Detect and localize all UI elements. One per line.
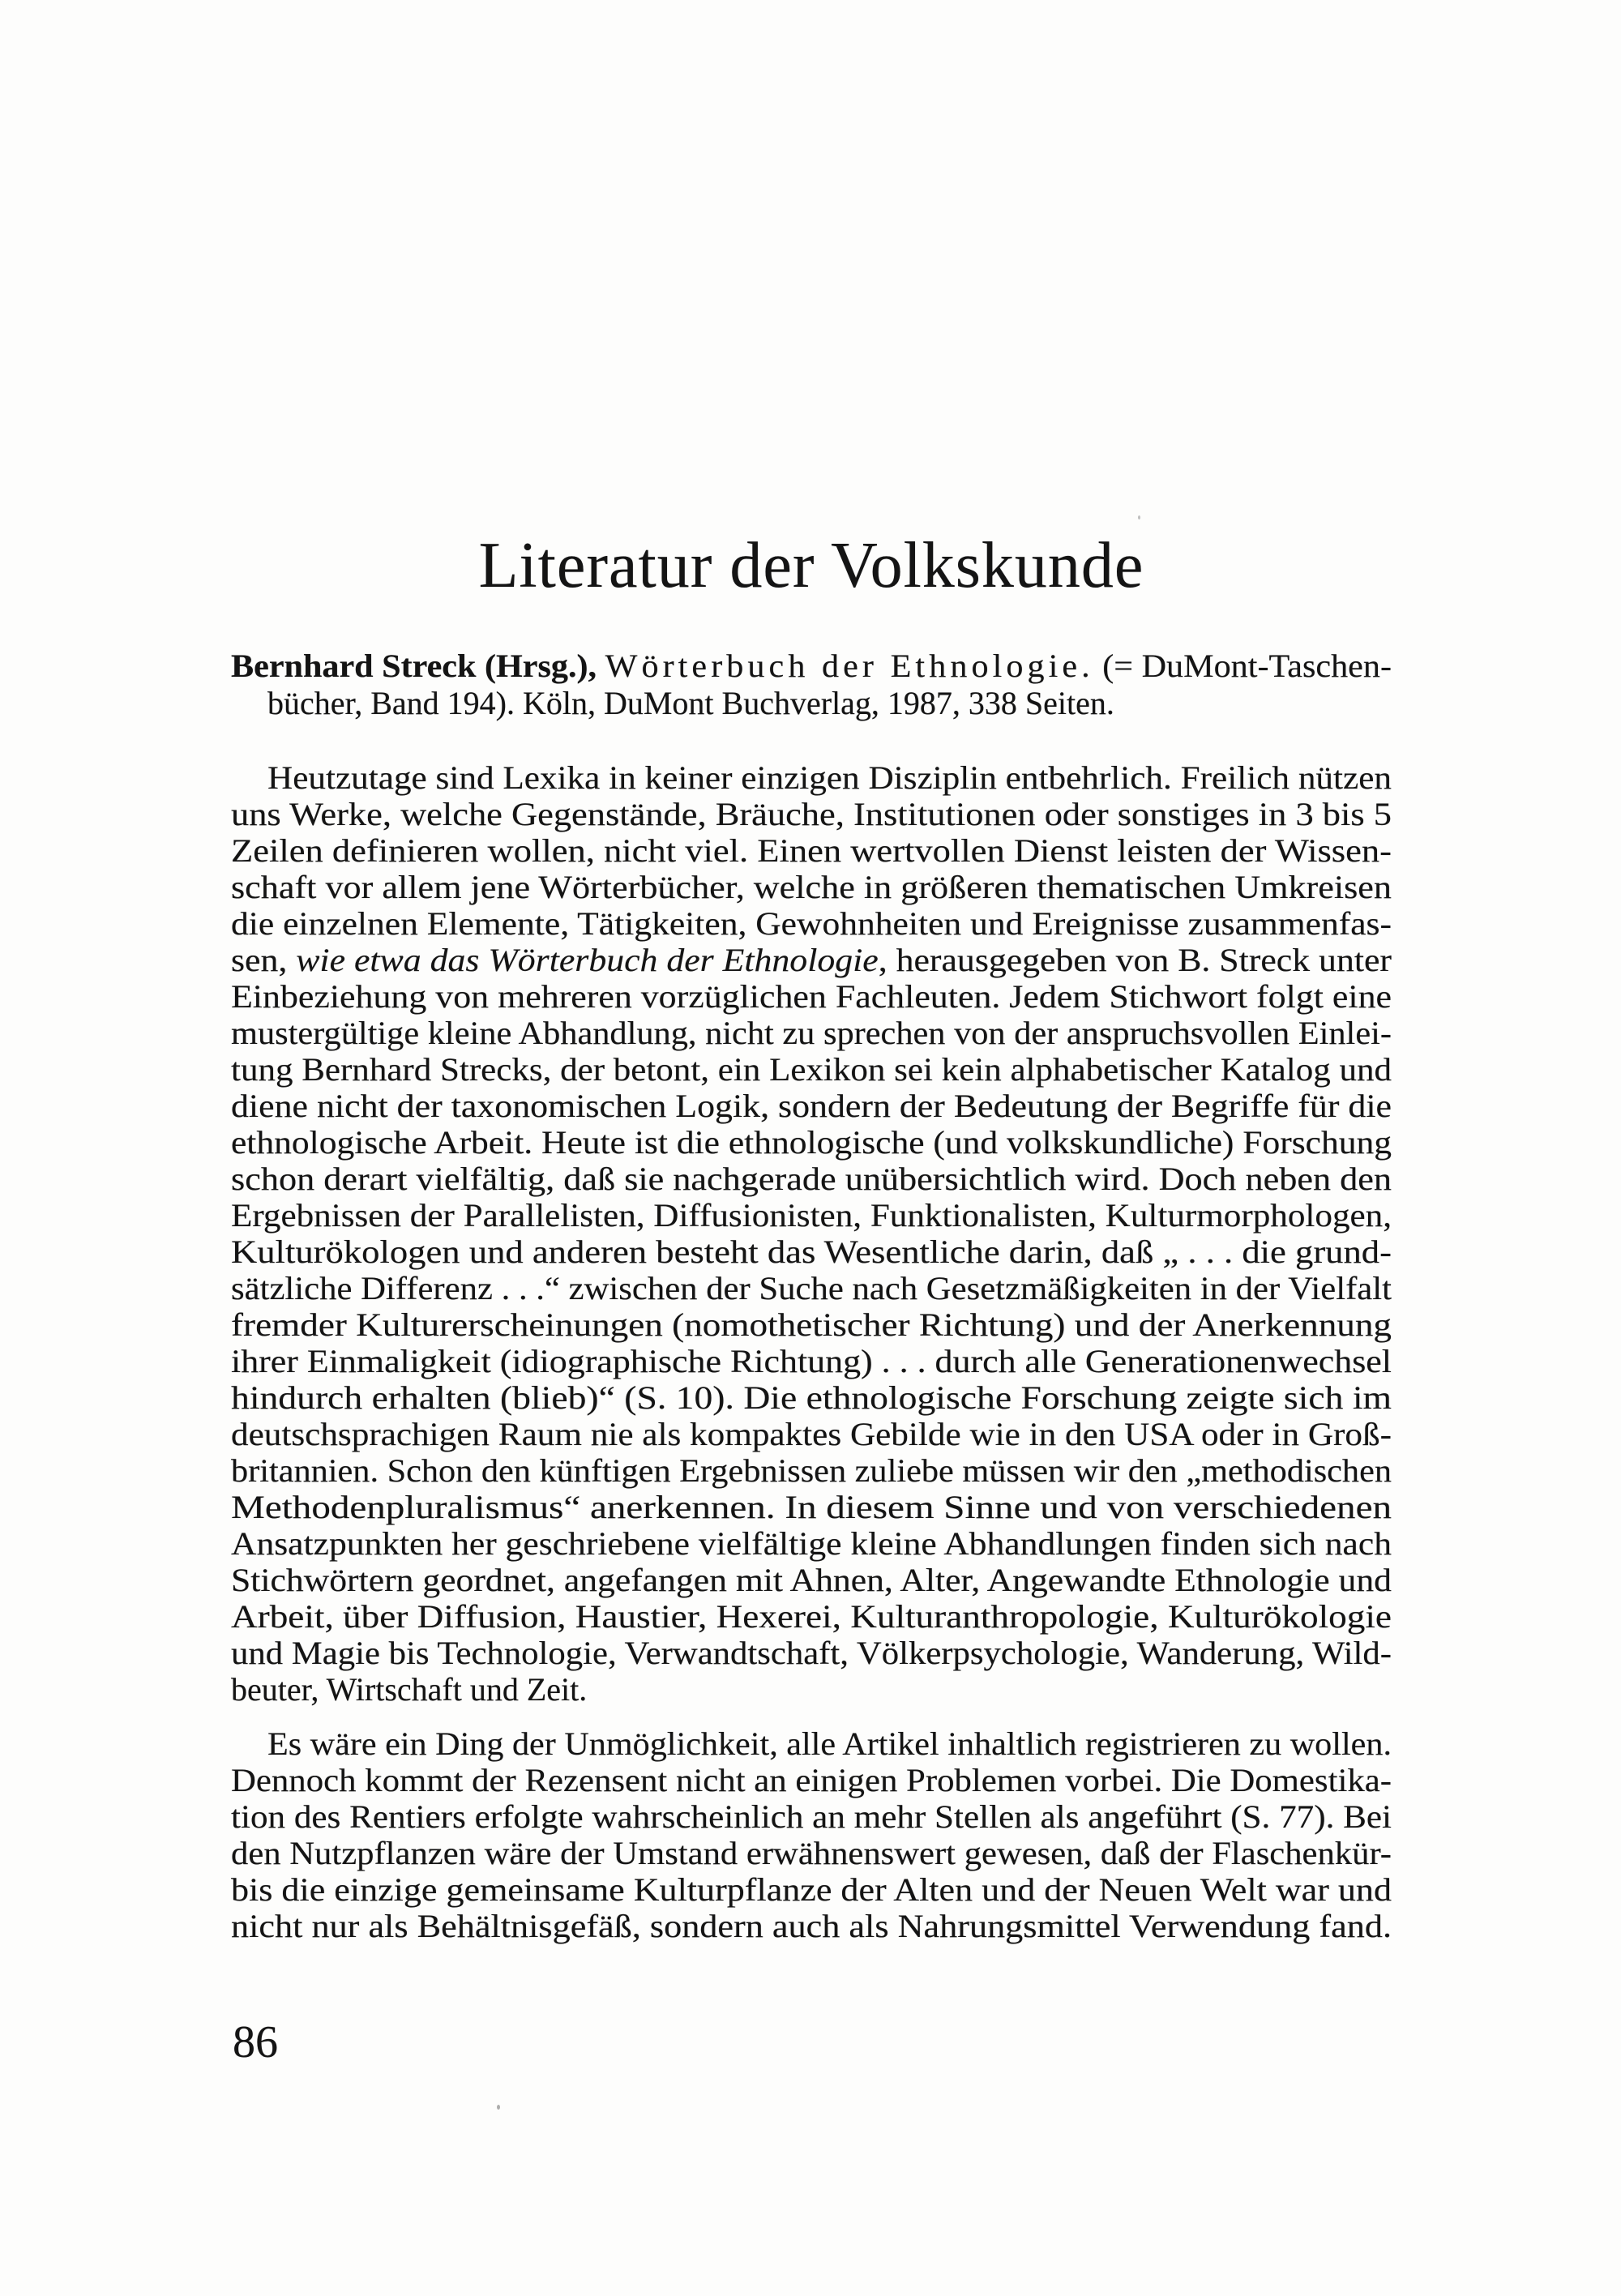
text-line: Kulturökologen und anderen besteht das Wesentliche darin, daß „ . . . die grund-: [231, 1234, 1392, 1270]
text-line: tion des Rentiers erfolgte wahrscheinlich an mehr Stellen als angeführt (S. 77). Bei: [231, 1798, 1392, 1835]
text-line: schon derart vielfältig, daß sie nachgerade unübersichtlich wird. Doch neben den: [231, 1161, 1392, 1197]
text-line: ethnologische Arbeit. Heute ist die ethnologische (und volkskundliche) Forschung: [231, 1124, 1392, 1161]
text-line: mustergültige kleine Abhandlung, nicht zu sprechen von der anspruchsvollen Einlei-: [231, 1015, 1392, 1051]
text-line: deutschsprachigen Raum nie als kompaktes Gebilde wie in den USA oder in Groß-: [231, 1416, 1392, 1452]
text-line: Einbeziehung von mehreren vorzüglichen Fachleuten. Jedem Stichwort folgt eine: [231, 978, 1392, 1015]
text-line: und Magie bis Technologie, Verwandtschaft, Völkerpsychologie, Wanderung, Wild-: [231, 1635, 1392, 1671]
text-line: nicht nur als Behältnisgefäß, sondern auch als Nahrungsmittel Verwendung fand.: [231, 1908, 1392, 1944]
scan-speck: [1138, 515, 1140, 519]
text-line: Dennoch kommt der Rezensent nicht an einigen Problemen vorbei. Die Domestika-: [231, 1762, 1392, 1798]
text-line: fremder Kulturerscheinungen (nomothetischer Richtung) und der Anerkennung: [231, 1306, 1392, 1343]
scan-speck: [497, 2105, 500, 2110]
text-line: Bernhard Streck (Hrsg.), Wörterbuch der Ethnologie. (= DuMont-Taschen-: [231, 648, 1392, 684]
text-line: ihrer Einmaligkeit (idiographische Richtung) . . . durch alle Generationenwechsel: [231, 1343, 1392, 1379]
text-line: uns Werke, welche Gegenstände, Bräuche, Institutionen oder sonstiges in 3 bis 5: [231, 796, 1392, 832]
text-line: Arbeit, über Diffusion, Haustier, Hexerei, Kulturanthropologie, Kulturökologie: [231, 1598, 1392, 1635]
review-paragraph-1: [231, 759, 1392, 1708]
text-line: diene nicht der taxonomischen Logik, sondern der Bedeutung der Begriffe für die: [231, 1088, 1392, 1124]
text-line: Es wäre ein Ding der Unmöglichkeit, alle Artikel inhaltlich registrieren zu wollen.: [267, 1725, 1392, 1762]
text-line: Zeilen definieren wollen, nicht viel. Einen wertvollen Dienst leisten der Wissen-: [231, 832, 1392, 869]
text-line: die einzelnen Elemente, Tätigkeiten, Gewohnheiten und Ereignisse zusammenfas-: [231, 905, 1392, 942]
text-line: schaft vor allem jene Wörterbücher, welche in größeren thematischen Umkreisen: [231, 869, 1392, 905]
text-line: bücher, Band 194). Köln, DuMont Buchverlag, 1987, 338 Seiten.: [267, 685, 1114, 721]
text-line: bis die einzige gemeinsame Kulturpflanze der Alten und der Neuen Welt war und: [231, 1871, 1392, 1908]
text-line: sätzliche Differenz . . .“ zwischen der Suche nach Gesetzmäßigkeiten in der Vielfalt: [231, 1270, 1392, 1306]
text-line: Heutzutage sind Lexika in keiner einzigen Disziplin entbehrlich. Freilich nützen: [267, 759, 1392, 796]
text-line: beuter, Wirtschaft und Zeit.: [231, 1671, 588, 1708]
text-line: Ergebnissen der Parallelisten, Diffusionisten, Funktionalisten, Kulturmorphologen,: [231, 1197, 1392, 1234]
page-number: 86: [233, 2017, 278, 2067]
text-line: britannien. Schon den künftigen Ergebnissen zuliebe müssen wir den „methodischen: [231, 1452, 1392, 1489]
bibliography-entry: [231, 648, 1392, 722]
text-line: Methodenpluralismus“ anerkennen. In diesem Sinne und von verschiedenen: [231, 1489, 1392, 1525]
review-paragraph-2: [231, 1725, 1392, 1944]
text-line: tung Bernhard Strecks, der betont, ein Lexikon sei kein alphabetischer Katalog und: [231, 1051, 1392, 1088]
page-title: Literatur der Volkskunde: [478, 530, 1144, 601]
text-line: hindurch erhalten (blieb)“ (S. 10). Die ethnologische Forschung zeigte sich im: [231, 1379, 1392, 1416]
text-line: Stichwörtern geordnet, angefangen mit Ahnen, Alter, Angewandte Ethnologie und: [231, 1562, 1392, 1598]
text-line: den Nutzpflanzen wäre der Umstand erwähnenswert gewesen, daß der Flaschenkür-: [231, 1835, 1392, 1871]
text-line: Ansatzpunkten her geschriebene vielfältige kleine Abhandlungen finden sich nach: [231, 1525, 1392, 1562]
text-line: sen, wie etwa das Wörterbuch der Ethnologie, herausgegeben von B. Streck unter: [231, 942, 1392, 978]
